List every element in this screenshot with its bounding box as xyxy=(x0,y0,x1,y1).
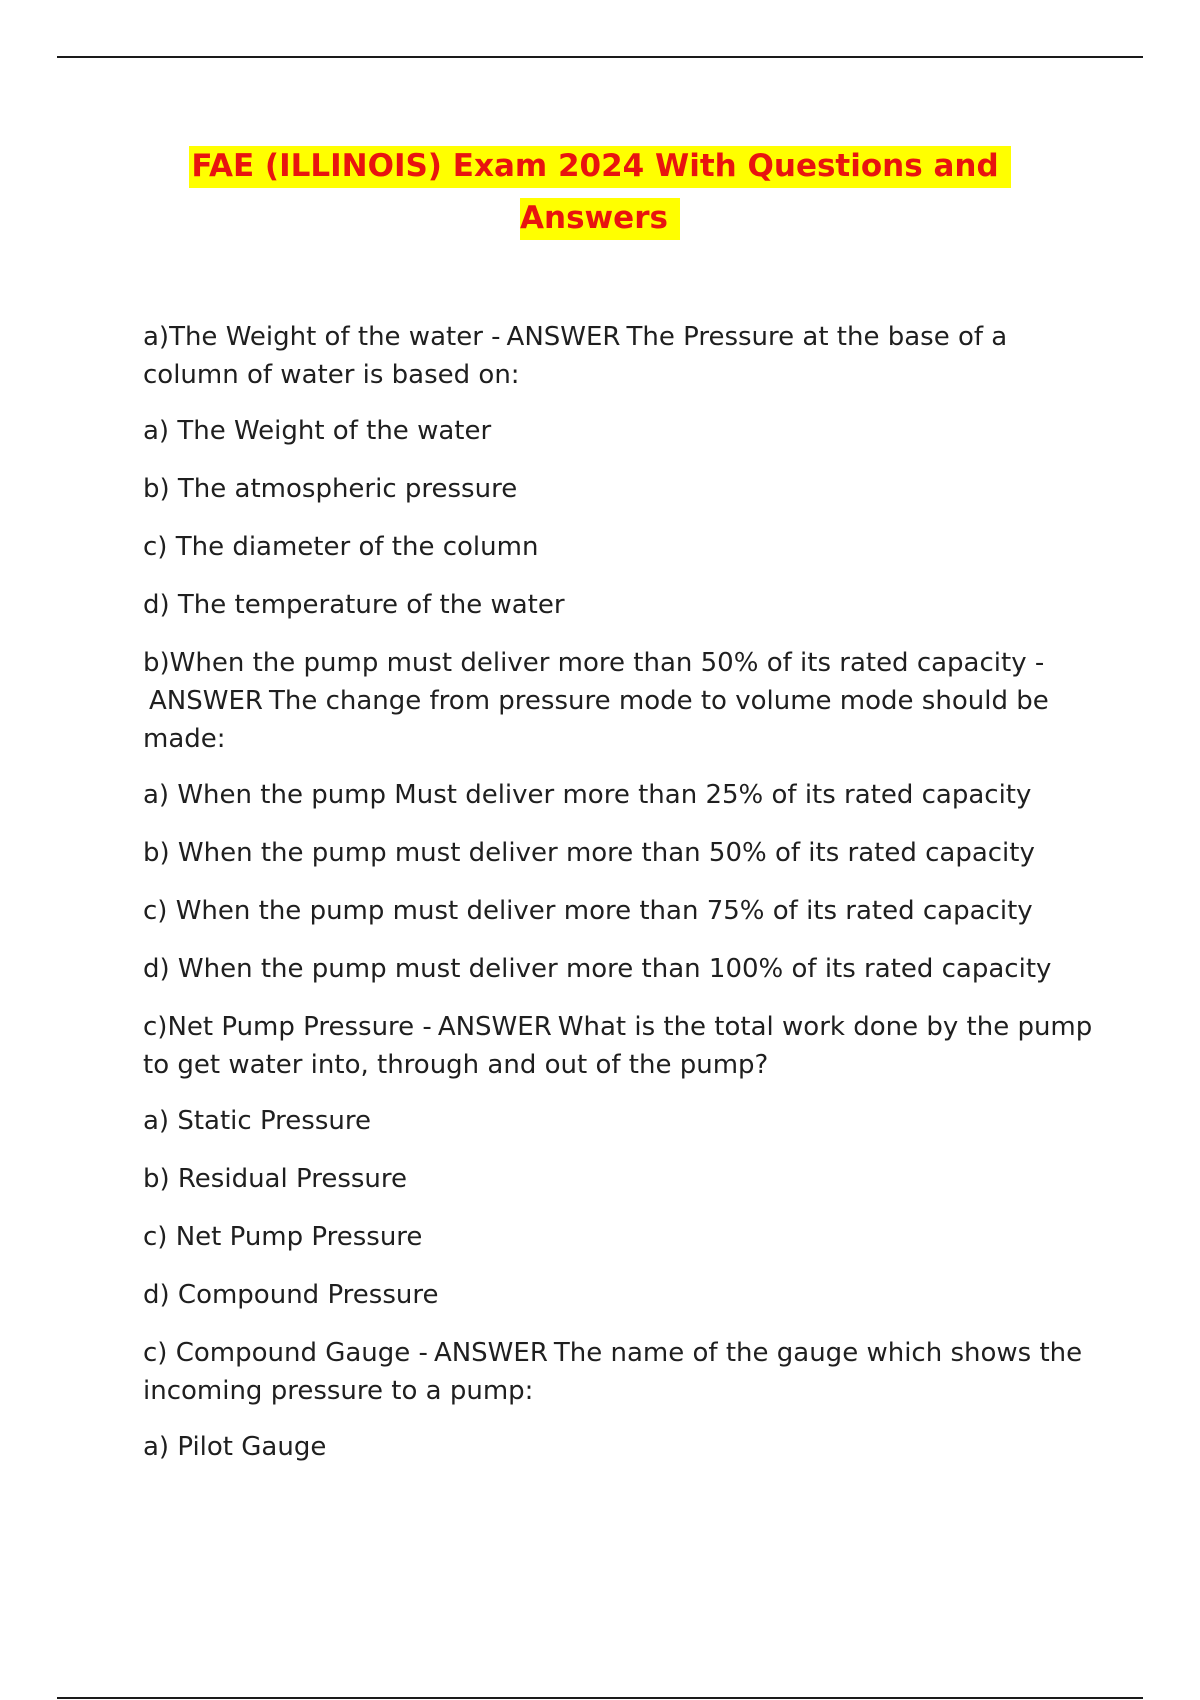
option-item: c) Net Pump Pressure xyxy=(143,1222,423,1252)
option-item: b) The atmospheric pressure xyxy=(143,474,518,504)
answer-text: c) Compound Gauge - xyxy=(143,1338,428,1368)
qa-block-2-stem xyxy=(143,644,1103,758)
question-text: The name of the gauge which shows the incoming pressure to a pump: xyxy=(143,1338,1083,1406)
answer-keyword: ANSWER xyxy=(437,1012,552,1042)
top-rule xyxy=(57,56,1143,58)
option-item: a) When the pump Must deliver more than 25% of its rated capacity xyxy=(143,780,1032,810)
answer-keyword: ANSWER xyxy=(149,686,263,716)
answer-text: b)When the pump must deliver more than 50% of its rated capacity - xyxy=(143,648,1045,678)
title-line-2: Answers xyxy=(520,198,680,240)
bottom-rule xyxy=(57,1697,1143,1699)
option-item: d) The temperature of the water xyxy=(143,590,565,620)
qa-block-4-stem xyxy=(143,1334,1103,1410)
option-item: c) The diameter of the column xyxy=(143,532,539,562)
option-item: a) Pilot Gauge xyxy=(143,1432,327,1462)
option-item: d) Compound Pressure xyxy=(143,1280,439,1310)
question-text: The change from pressure mode to volume mode should be made: xyxy=(143,686,1049,754)
question-text: The Pressure at the base of a column of water is based on: xyxy=(143,322,1008,390)
question-text: What is the total work done by the pump to get water into, through and out of the pump? xyxy=(143,1012,1093,1080)
title-line-1: FAE (ILLINOIS) Exam 2024 With Questions and xyxy=(189,146,1010,188)
document-title xyxy=(0,140,1200,244)
option-item: a) The Weight of the water xyxy=(143,416,492,446)
answer-keyword: ANSWER xyxy=(506,322,621,352)
qa-content xyxy=(143,318,1103,1486)
answer-text: a)The Weight of the water - xyxy=(143,322,501,352)
option-item: d) When the pump must deliver more than 100% of its rated capacity xyxy=(143,954,1052,984)
option-item: b) Residual Pressure xyxy=(143,1164,407,1194)
option-item: b) When the pump must deliver more than 50% of its rated capacity xyxy=(143,838,1035,868)
option-item: c) When the pump must deliver more than 75% of its rated capacity xyxy=(143,896,1033,926)
qa-block-1-stem xyxy=(143,318,1103,394)
qa-block-3-stem xyxy=(143,1008,1103,1084)
answer-text: c)Net Pump Pressure - xyxy=(143,1012,432,1042)
answer-keyword: ANSWER xyxy=(433,1338,548,1368)
option-item: a) Static Pressure xyxy=(143,1106,371,1136)
